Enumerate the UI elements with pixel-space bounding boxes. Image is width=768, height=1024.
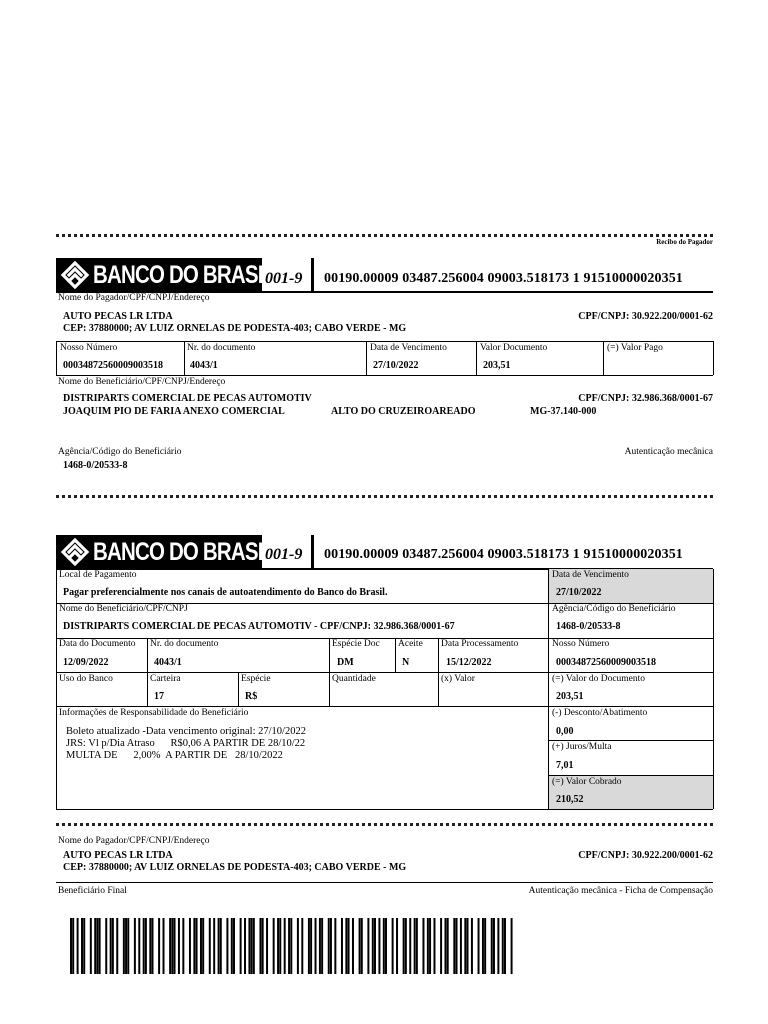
barcode-bar	[251, 918, 253, 974]
barcode-bar	[433, 918, 435, 974]
barcode-bar	[220, 918, 222, 974]
agencia: 1468-0/20533-8	[63, 460, 128, 471]
barcode-bar	[348, 918, 350, 974]
barcode-bar	[374, 918, 376, 974]
carteira: 17	[154, 691, 164, 702]
ficha-pagador-label: Nome do Pagador/CPF/CNPJ/Endereço	[58, 836, 210, 846]
barcode-bar	[427, 918, 429, 974]
barcode-bar	[440, 918, 442, 974]
bb-logo-icon	[60, 261, 90, 289]
barcode-bar	[81, 918, 83, 974]
barcode-bar	[134, 918, 136, 974]
barcode-bar	[226, 918, 228, 974]
valor-cobrado: 210,52	[556, 794, 584, 805]
ficha-pagador-address: CEP: 37880000; AV LUIZ ORNELAS DE PODESTA-403; CABO VERDE - MG	[63, 862, 407, 873]
barcode-bar	[149, 918, 151, 974]
beneficiario-address-1: JOAQUIM PIO DE FARIA ANEXO COMERCIAL	[63, 406, 285, 417]
barcode-bar	[511, 918, 513, 974]
digitable-line: 00190.00009 03487.256004 09003.518173 1 91510000020351	[324, 271, 683, 286]
barcode	[70, 918, 515, 974]
bank-code-ficha: 001-9	[265, 546, 303, 563]
barcode-bar	[70, 918, 72, 974]
valor-documento-label: Valor Documento	[480, 343, 548, 353]
valor-documento: 203,51	[483, 360, 511, 371]
barcode-bar	[284, 918, 286, 974]
barcode-bar	[273, 918, 275, 974]
barcode-bar	[213, 918, 215, 974]
barcode-bar	[248, 918, 250, 974]
barcode-bar	[367, 918, 369, 974]
barcode-bar	[244, 918, 246, 974]
barcode-bar	[491, 918, 493, 974]
barcode-bar	[497, 918, 499, 974]
ficha-nosso-numero: 00034872560009003518	[556, 657, 656, 668]
info-line-1: Boleto atualizado -Data vencimento original: 27/10/2022	[66, 726, 306, 737]
barcode-bar	[158, 918, 160, 974]
barcode-bar	[200, 918, 202, 974]
especie: R$	[245, 691, 258, 702]
autenticacao-label: Autenticação mecânica	[624, 447, 713, 457]
barcode-bar	[202, 918, 204, 974]
barcode-bar	[308, 918, 310, 974]
ficha-nr-documento-label: Nr. do documento	[150, 639, 219, 649]
barcode-bar	[361, 918, 363, 974]
especie-label: Espécie	[241, 674, 271, 684]
barcode-bar	[83, 918, 85, 974]
barcode-bar	[383, 918, 385, 974]
pagador-name: AUTO PECAS LR LTDA	[63, 311, 173, 322]
barcode-bar	[277, 918, 279, 974]
ficha-vencimento: 27/10/2022	[556, 587, 602, 598]
barcode-bar	[319, 918, 321, 974]
barcode-bar	[145, 918, 147, 974]
barcode-bar	[189, 918, 191, 974]
pagador-cpf: CPF/CNPJ: 30.922.200/0001-62	[578, 311, 713, 322]
barcode-bar	[478, 918, 480, 974]
barcode-bar	[321, 918, 323, 974]
barcode-bar	[182, 918, 184, 974]
barcode-bar	[290, 918, 292, 974]
barcode-bar	[396, 918, 398, 974]
uso-banco-label: Uso do Banco	[59, 674, 113, 684]
data-processamento: 15/12/2022	[446, 657, 492, 668]
pagador-address: CEP: 37880000; AV LUIZ ORNELAS DE PODESTA-403; CABO VERDE - MG	[63, 323, 407, 334]
barcode-bar	[471, 918, 473, 974]
barcode-bar	[288, 918, 290, 974]
data-processamento-label: Data Processamento	[441, 639, 519, 649]
beneficiario-name: DISTRIPARTS COMERCIAL DE PECAS AUTOMOTIV	[63, 393, 312, 404]
barcode-bar	[110, 918, 112, 974]
barcode-bar	[218, 918, 220, 974]
barcode-bar	[504, 918, 506, 974]
barcode-bar	[502, 918, 504, 974]
barcode-bar	[163, 918, 165, 974]
ficha-nosso-numero-label: Nosso Número	[552, 639, 610, 649]
barcode-bar	[143, 918, 145, 974]
barcode-bar	[127, 918, 129, 974]
barcode-bar	[240, 918, 242, 974]
barcode-bar	[105, 918, 107, 974]
barcode-bar	[493, 918, 495, 974]
barcode-bar	[231, 918, 233, 974]
barcode-bar	[482, 918, 484, 974]
barcode-bar	[328, 918, 330, 974]
pagador-label: Nome do Pagador/CPF/CNPJ/Endereço	[58, 293, 210, 303]
barcode-bar	[266, 918, 268, 974]
barcode-bar	[169, 918, 171, 974]
carteira-label: Carteira	[150, 674, 181, 684]
barcode-bar	[334, 918, 336, 974]
cut-line-bottom	[56, 823, 713, 826]
barcode-bar	[125, 918, 127, 974]
x-valor-label: (x) Valor	[441, 674, 475, 684]
beneficiario-label: Nome do Beneficiário/CPF/CNPJ/Endereço	[58, 377, 226, 387]
barcode-bar	[330, 918, 332, 974]
nosso-numero: 00034872560009003518	[63, 360, 163, 371]
digitable-line-ficha: 00190.00009 03487.256004 09003.518173 1 91510000020351	[324, 547, 683, 562]
barcode-bar	[262, 918, 264, 974]
ficha-vencimento-label: Data de Vencimento	[552, 570, 629, 580]
barcode-bar	[372, 918, 374, 974]
barcode-bar	[315, 918, 317, 974]
juros-label: (+) Juros/Multa	[552, 742, 612, 752]
bank-logo-text: BANCO DO BRASIL	[93, 260, 275, 289]
barcode-bar	[409, 918, 411, 974]
ficha-pagador-name: AUTO PECAS LR LTDA	[63, 850, 173, 861]
barcode-bar	[456, 918, 458, 974]
barcode-bar	[259, 918, 261, 974]
barcode-bar	[392, 918, 394, 974]
barcode-bar	[416, 918, 418, 974]
barcode-bar	[233, 918, 235, 974]
barcode-bar	[464, 918, 466, 974]
bank-logo-ficha	[56, 535, 275, 569]
barcode-bar	[345, 918, 347, 974]
info-line-2: JRS: Vl p/Dia Atraso R$0,06 A PARTIR DE 28/10/22	[66, 738, 306, 749]
aceite-label: Aceite	[398, 639, 423, 649]
barcode-bar	[171, 918, 173, 974]
barcode-bar	[123, 918, 125, 974]
ficha-valor-documento: 203,51	[556, 691, 584, 702]
desconto-label: (-) Desconto/Abatimento	[552, 708, 648, 718]
barcode-bar	[445, 918, 447, 974]
barcode-bar	[112, 918, 114, 974]
beneficiario-address-3: MG-37.140-000	[530, 406, 597, 417]
juros: 7,01	[556, 760, 574, 771]
barcode-bar	[422, 918, 424, 974]
beneficiario-address-2: ALTO DO CRUZEIROAREADO	[331, 406, 476, 417]
barcode-bar	[253, 918, 255, 974]
barcode-bar	[99, 918, 101, 974]
barcode-bar	[378, 918, 380, 974]
barcode-bar	[77, 918, 79, 974]
barcode-bar	[359, 918, 361, 974]
ficha-beneficiario: DISTRIPARTS COMERCIAL DE PECAS AUTOMOTIV - CPF/CNPJ: 32.986.368/0001-67	[63, 621, 455, 632]
barcode-bar	[152, 918, 154, 974]
informacoes-label: Informações de Responsabilidade do Beneficiário	[59, 708, 249, 718]
ficha-valor-documento-label: (=) Valor do Documento	[552, 674, 646, 684]
barcode-bar	[174, 918, 176, 974]
barcode-bar	[403, 918, 405, 974]
nr-documento: 4043/1	[190, 360, 218, 371]
valor-pago-label: (=) Valor Pago	[607, 343, 663, 353]
barcode-bar	[484, 918, 486, 974]
barcode-bar	[453, 918, 455, 974]
aceite: N	[402, 657, 410, 668]
barcode-bar	[193, 918, 195, 974]
cut-line-middle	[56, 495, 713, 498]
barcode-bar	[301, 918, 303, 974]
quantidade-label: Quantidade	[332, 674, 376, 684]
valor-cobrado-label: (=) Valor Cobrado	[552, 777, 622, 787]
barcode-bar	[385, 918, 387, 974]
local-pagamento: Pagar preferencialmente nos canais de autoatendimento do Banco do Brasil.	[63, 587, 388, 598]
ficha-beneficiario-label: Nome do Beneficiário/CPF/CNPJ	[59, 604, 188, 614]
barcode-bar	[116, 918, 118, 974]
barcode-bar	[429, 918, 431, 974]
barcode-bar	[94, 918, 96, 974]
data-documento-label: Data do Documento	[59, 639, 136, 649]
ficha-nr-documento: 4043/1	[154, 657, 182, 668]
barcode-bar	[209, 918, 211, 974]
desconto: 0,00	[556, 726, 574, 737]
ficha-agencia-label: Agência/Código do Beneficiário	[552, 604, 676, 614]
barcode-bar	[352, 918, 354, 974]
ficha-agencia: 1468-0/20533-8	[556, 621, 621, 632]
nr-documento-label: Nr. do documento	[187, 343, 256, 353]
cut-line-top	[56, 234, 713, 237]
bank-code: 001-9	[265, 270, 303, 287]
info-line-3: MULTA DE 2,00% A PARTIR DE 28/10/2022	[66, 750, 283, 761]
barcode-bar	[196, 918, 198, 974]
vencimento-label: Data de Vencimento	[370, 343, 447, 353]
bb-logo-icon	[60, 538, 90, 566]
vencimento: 27/10/2022	[373, 360, 419, 371]
local-label: Local de Pagamento	[59, 570, 137, 580]
barcode-bar	[310, 918, 312, 974]
barcode-bar	[341, 918, 343, 974]
barcode-bar	[279, 918, 281, 974]
ficha-pagador-cpf: CPF/CNPJ: 30.922.200/0001-62	[578, 850, 713, 861]
barcode-bar	[138, 918, 140, 974]
barcode-bar	[90, 918, 92, 974]
bank-logo-text: BANCO DO BRASIL	[93, 537, 275, 566]
barcode-bar	[178, 918, 180, 974]
barcode-bar	[447, 918, 449, 974]
data-documento: 12/09/2022	[63, 657, 109, 668]
barcode-bar	[96, 918, 98, 974]
barcode-bar	[460, 918, 462, 974]
especie-doc-label: Espécie Doc	[332, 639, 380, 649]
barcode-bar	[72, 918, 74, 974]
barcode-bar	[414, 918, 416, 974]
barcode-bar	[297, 918, 299, 974]
beneficiario-cpf: CPF/CNPJ: 32.986.368/0001-67	[578, 393, 713, 404]
nosso-numero-label: Nosso Número	[60, 343, 118, 353]
especie-doc: DM	[337, 657, 354, 668]
bank-logo	[56, 258, 275, 292]
receipt-label: Recibo do Pagador	[656, 238, 713, 246]
agencia-label: Agência/Código do Beneficiário	[58, 447, 182, 457]
beneficiario-final-label: Beneficiário Final	[58, 886, 127, 896]
barcode-bar	[405, 918, 407, 974]
autenticacao-ficha-label: Autenticação mecânica - Ficha de Compensação	[528, 886, 713, 896]
barcode-bar	[467, 918, 469, 974]
